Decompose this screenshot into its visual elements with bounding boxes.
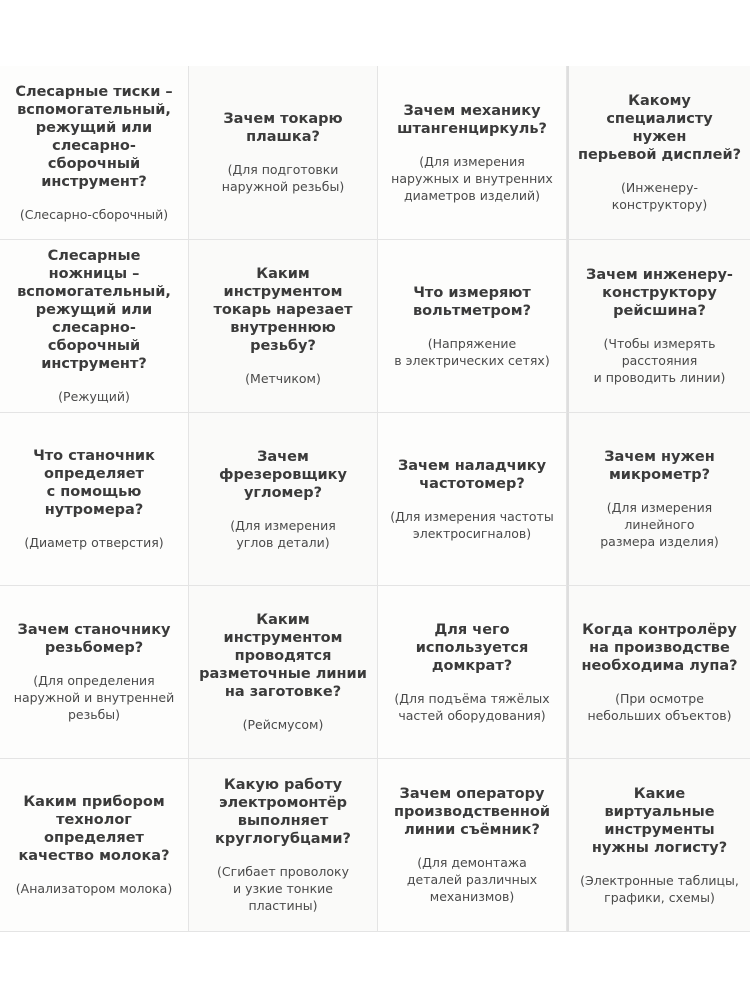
card-answer: (Режущий) (58, 389, 130, 404)
card-answer: (Анализатором молока) (15, 881, 173, 896)
card-answer: (Для измерения частоты электросигналов) (390, 508, 554, 541)
card-question: Когда контролёру на производстве необходима лупа? (581, 621, 738, 674)
quiz-card (189, 240, 378, 413)
card-answer: (Для измерения углов детали) (230, 517, 336, 550)
quiz-card (378, 240, 567, 413)
quiz-card (378, 413, 567, 586)
quiz-card (567, 586, 750, 759)
card-answer: (Чтобы измерять расстояния и проводить линии) (593, 336, 726, 385)
card-answer: (Метчиком) (245, 371, 321, 386)
quiz-card (189, 66, 378, 240)
quiz-card (567, 413, 750, 586)
card-question: Зачем наладчику частотомер? (397, 457, 547, 492)
quiz-card (0, 413, 189, 586)
card-answer: (При осмотре небольших объектов) (587, 690, 732, 723)
card-question: Каким инструментом проводятся разметочные линии на заготовке? (199, 612, 367, 700)
card-answer: (Инженеру-конструктору) (611, 180, 708, 212)
card-question: Слесарные тиски – вспомогательный, режущий или слесарно-сборочный инструмент? (15, 83, 173, 190)
card-answer: (Электронные таблицы, графики, схемы) (580, 872, 739, 905)
card-question: Зачем токарю плашка? (223, 111, 343, 145)
card-answer: (Для определения наружной и внутренней резьбы) (13, 673, 175, 722)
card-question: Зачем нужен микрометр? (604, 449, 715, 483)
card-question: Зачем инженеру- конструктору рейсшина? (586, 267, 733, 319)
card-question: Какие виртуальные инструменты нужны логисту? (591, 785, 728, 856)
card-question: Каким инструментом токарь нарезает внутреннюю резьбу? (213, 266, 353, 354)
card-answer: (Рейсмусом) (242, 717, 324, 732)
quiz-card (567, 759, 750, 932)
card-question: Зачем станочнику резьбомер? (17, 622, 171, 656)
card-answer: (Напряжение в электрических сетях) (394, 335, 550, 368)
quiz-card (189, 413, 378, 586)
quiz-card (378, 586, 567, 759)
card-question: Зачем механику штангенциркуль? (397, 102, 547, 137)
card-question: Каким прибором технолог определяет качество молока? (18, 794, 170, 864)
quiz-card (189, 586, 378, 759)
quiz-card (0, 66, 189, 240)
card-answer: (Для подготовки наружной резьбы) (221, 162, 345, 194)
quiz-card (378, 759, 567, 932)
quiz-card (0, 240, 189, 413)
card-answer: (Для измерения наружных и внутренних диаметров изделий) (391, 153, 553, 203)
card-answer: (Для измерения линейного размера изделия) (600, 500, 719, 549)
quiz-card (0, 586, 189, 759)
card-question: Что станочник определяет с помощью нутромера? (33, 448, 155, 518)
card-answer: (Для подъёма тяжёлых частей оборудования) (394, 690, 550, 723)
quiz-card (378, 66, 567, 240)
card-answer: (Диаметр отверстия) (24, 535, 164, 550)
card-question: Слесарные ножницы – вспомогательный, режущий или слесарно-сборочный инструмент? (17, 248, 171, 372)
card-question: Какому специалисту нужен перьевой дисплей? (577, 93, 742, 163)
quiz-card (567, 240, 750, 413)
card-answer: (Сгибает проволоку и узкие тонкие пластины) (217, 864, 349, 913)
card-question: Какую работу электромонтёр выполняет круглогубцами? (215, 777, 351, 847)
card-question: Что измеряют вольтметром? (412, 284, 532, 319)
card-question: Зачем оператору производственной линии съёмник? (394, 786, 550, 838)
card-answer: (Слесарно-сборочный) (19, 206, 169, 222)
quiz-card (567, 66, 750, 240)
card-question: Зачем фрезеровщику угломер? (219, 448, 347, 501)
quiz-card (189, 759, 378, 932)
quiz-card-grid (0, 66, 750, 932)
quiz-card (0, 759, 189, 932)
card-question: Для чего используется домкрат? (415, 621, 529, 674)
card-answer: (Для демонтажа деталей различных механизмов) (406, 855, 538, 904)
